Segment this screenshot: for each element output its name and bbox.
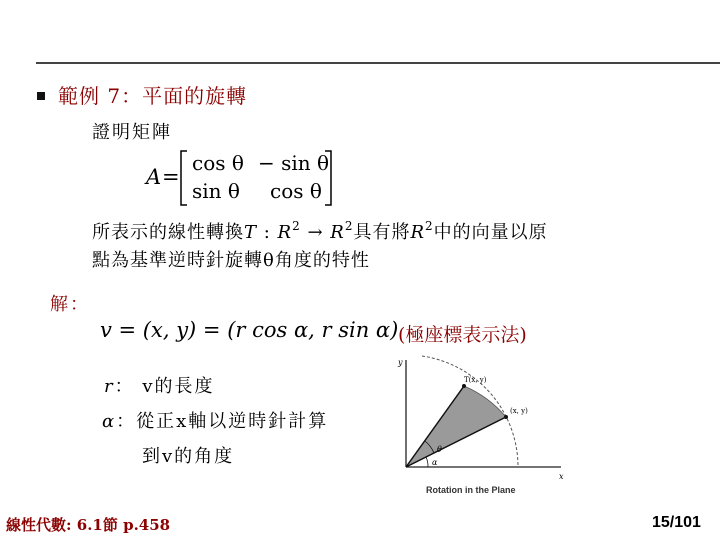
page-number: 15/101 (652, 514, 701, 531)
symbol-r: r (104, 376, 115, 397)
figure-caption: Rotation in the Plane (426, 485, 516, 495)
definition-r-text: ： v的長度 (114, 376, 215, 397)
matrix-figure (140, 147, 340, 209)
alpha-label: α (432, 458, 438, 467)
y-axis-label: y (398, 358, 403, 367)
matrix-r2c1: sin θ (192, 179, 240, 203)
x-axis-label: x (559, 472, 564, 481)
transformation-line (92, 218, 548, 244)
Txy-label: T(x, y) (464, 376, 487, 384)
footer-course: 線性代數: 6.1節 p.458 (6, 516, 171, 534)
symbol-R-space: R (410, 222, 426, 243)
xy-label: (x, y) (510, 407, 528, 415)
transformation-text-pre: 所表示的線性轉換 (92, 222, 244, 243)
arrow-symbol: → (300, 222, 331, 243)
symbol-colon: : (257, 222, 278, 243)
vector-equation: v = (x, y) = (r cos α, r sin α) (100, 318, 399, 342)
symbol-R-domain: R (277, 222, 293, 243)
definition-alpha-continued: 到v的角度 (142, 446, 235, 467)
rotation-diagram (396, 355, 568, 500)
exponent-codomain: 2 (344, 219, 354, 233)
rotation-figure (396, 355, 568, 500)
definition-alpha (102, 407, 328, 433)
example-title: 範例 7：平面的旋轉 (58, 84, 248, 108)
definition-r (104, 372, 215, 398)
rotation-description: 點為基準逆時針旋轉θ角度的特性 (92, 250, 370, 271)
solution-label: 解： (50, 294, 90, 315)
point-Txy (462, 384, 466, 388)
header-divider (36, 62, 720, 64)
symbol-T: T (244, 222, 258, 243)
symbol-R-codomain: R (330, 222, 345, 243)
matrix-equals: = (162, 165, 180, 189)
transformation-text-post: 中的向量以原 (433, 222, 548, 243)
matrix-left-bracket (181, 151, 187, 205)
symbol-alpha: α (102, 411, 117, 432)
bullet-icon (37, 92, 45, 100)
theta-label: θ (437, 445, 442, 454)
matrix-lhs: A (146, 165, 162, 189)
exponent-domain: 2 (292, 219, 301, 233)
exponent-space: 2 (425, 219, 434, 233)
prove-text: 證明矩陣 (92, 122, 172, 143)
transformation-text-mid: 具有將 (353, 222, 411, 243)
matrix-r1c2: − sin θ (258, 151, 330, 175)
matrix-r1c1: cos θ (192, 151, 244, 175)
rotation-matrix (140, 147, 340, 213)
definition-alpha-text: ：從正x軸以逆時針計算 (116, 411, 329, 432)
matrix-r2c2: cos θ (270, 179, 322, 203)
polar-note: (極座標表示法) (398, 324, 527, 346)
point-xy (504, 415, 508, 419)
